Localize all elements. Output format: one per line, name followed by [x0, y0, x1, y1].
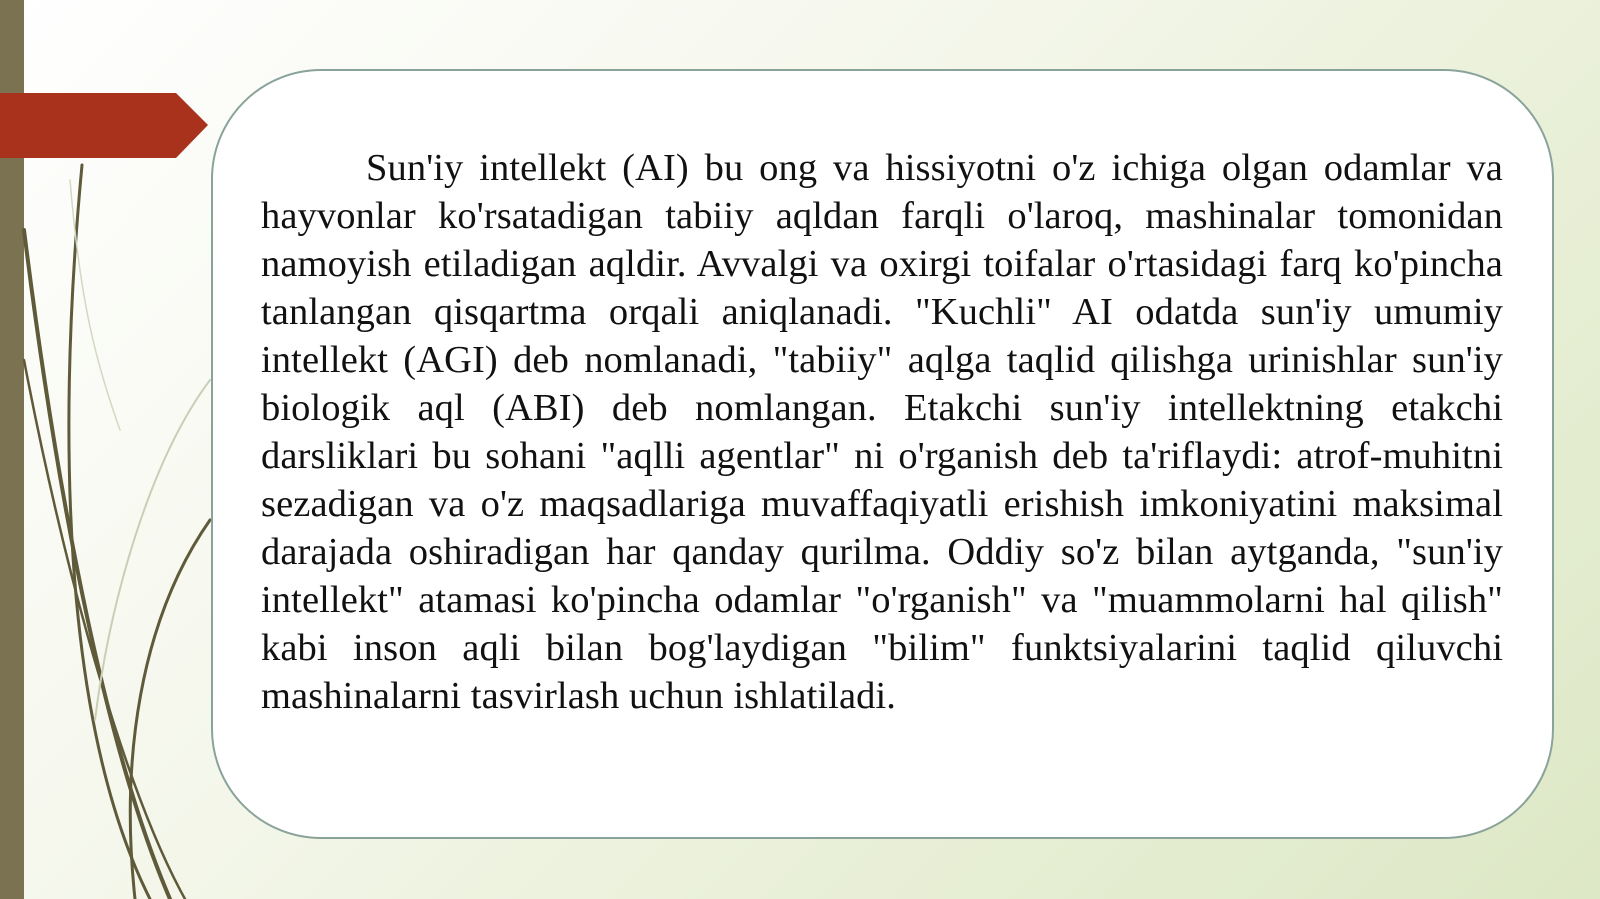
accent-arrow-shape	[0, 0, 210, 160]
body-paragraph: Sun'iy intellekt (AI) bu ong va hissiyotni o'z ichiga olgan odamlar va hayvonlar ko'rsatadigan tabiiy aqldan farqli o'laroq, mashinalar tomonidan namoyish etiladigan aqldir. Avvalgi va oxirgi toifalar o'rtasidagi farq ko'pincha tanlangan qisqartma orqali aniqlanadi. "Kuchli" AI odatda sun'iy umumiy intellekt (AGI) deb nomlanadi, "tabiiy" aqlga taqlid qilishga urinishlar sun'iy biologik aql (ABI) deb nomlangan. Etakchi sun'iy intellektning etakchi darsliklari bu sohani "aqlli agentlar" ni o'rganish deb ta'riflaydi: atrof-muhitni sezadigan va o'z maqsadlariga muvaffaqiyatli erishish imkoniyatini maksimal darajada oshiradigan har qanday qurilma. Oddiy so'z bilan aytganda, "sun'iy intellekt" atamasi ko'pincha odamlar "o'rganish" va "muammolarni hal qilish" kabi inson aqli bilan bog'laydigan "bilim" funktsiyalarini taqlid qiluvchi mashinalarni tasvirlash uchun ishlatiladi.	[261, 147, 1503, 717]
